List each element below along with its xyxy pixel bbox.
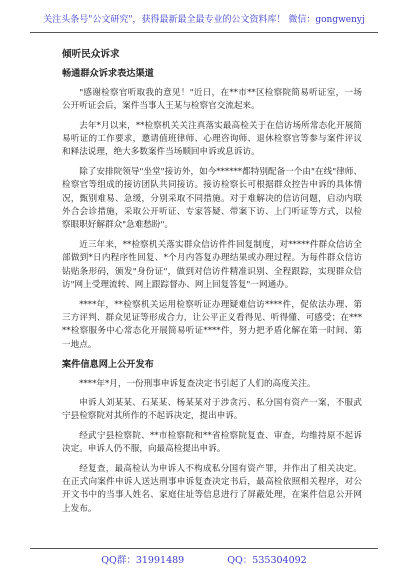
paragraph: 近三年来，**检察机关落实群众信访件件回复制度，对*****件群众信访全部做到*日内程序性回复、*个月内答复办理结果或办理过程。为每件群众信访钻贴条形码，颁发"身份证"，做到对信访件精准识别、全程跟踪，实现群众信访"网上受理流转、网上跟踪督办、网上回复答复"一网通办。 <box>62 239 362 291</box>
paragraph: "感谢检察官听取我的意见！"近日，在**市**区检察院简易听证室，一场公开听证会后，案件当事人王某与检察官交流起来。 <box>62 87 362 112</box>
paragraph: 经武宁县检察院、**市检察院和**省检察院复查、审查，均维持原不起诉决定。申诉人仍不服，向最高检提出申诉。 <box>62 430 362 455</box>
footer-qq: QQ：535304092 <box>227 555 307 566</box>
section-title-listen: 倾听民众诉求 <box>62 49 120 60</box>
header-banner: 关注头条号"公文研究"，获得最新最全最专业的公文资料库！ 微信：gongwenyj <box>43 15 365 25</box>
paragraph: ****年，**检察机关运用检察听证办理疑难信访****件，促依法办理、第三方评判、群众见证等形成合力，让公平正义看得见、听得懂、可感受；在*****检察服务中心常态化开展简易听证****件，努力把矛盾化解在第一时间、第一地点。 <box>62 299 362 350</box>
footer-divider <box>30 548 378 549</box>
document-body <box>62 46 362 522</box>
paragraph: 去年*月以来，**检察机关关注真落实最高检关于在信访场所常态化开展简易听证的工作要求，邀请值班律师、心理咨询师、退休检察官等参与案件评议和释法说理，绝大多数案件当场顺回申诉或息诉访。 <box>62 120 362 158</box>
paragraph: 经复查，最高检认为申诉人不构成私分国有资产罪，并作出了相关决定。在正式向案件申诉人送达刑事申诉复查决定书后，最高检依照相关程序，对公开文书中的当事人姓名、家庭住址等信息进行了屏蔽处理，在案件信息公开网上发布。 <box>62 463 362 514</box>
paragraph: 除了安排院领导"坐堂"接访外，如今******都特别配备一个由"在线"律师、检察官等组成的接访团队共同接访。接访检察长可根据群众控告申诉的具体情况，甄别难易、急缓，分别采取不同措施。对于难解决的信访问题，启动内联外合会诊措施，采取公开听证、专家答疑、带案下访、上门听证等方式，以检察眼职好解群众"急难愁盼"。 <box>62 166 362 231</box>
paragraph: 申诉人刘某某、石某某、杨某某对于涉贪污、私分国有资产一案，不服武宁县检察院对其所作的不起诉决定，提出申诉。 <box>62 397 362 422</box>
section-subtitle-channels: 畅通群众诉求表达渠道 <box>62 68 154 80</box>
paragraph: ****年*月，一份刑事申诉复查决定书引起了人们的高度关注。 <box>79 378 316 389</box>
header-divider <box>30 32 378 33</box>
section-title-online-publish: 案件信息网上公开发布 <box>62 359 154 371</box>
footer-contact <box>0 552 408 566</box>
footer-qq-group: QQ群：31991489 <box>101 555 185 566</box>
